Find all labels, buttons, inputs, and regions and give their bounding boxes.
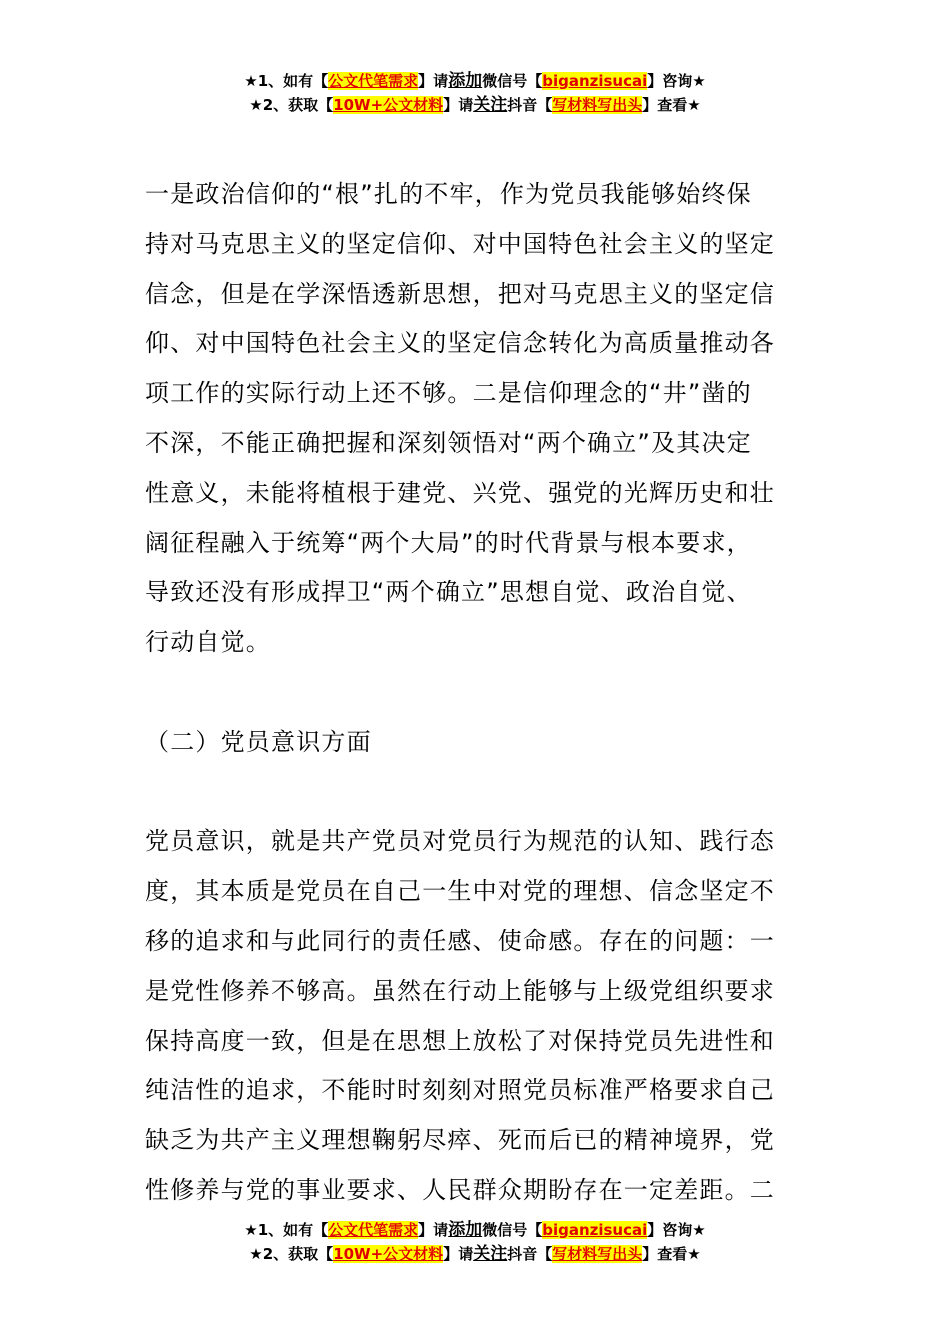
text-line: 信念，但是在学深悟透新思想，把对马克思主义的坚定信 <box>145 279 775 308</box>
underlined-text: 添加 <box>448 1220 483 1240</box>
text-line: 纯洁性的追求，不能时时刻刻对照党员标准严格要求自己 <box>145 1076 775 1105</box>
text-line: 仰、对中国特色社会主义的坚定信念转化为高质量推动各 <box>145 329 775 358</box>
banner-text: 抖音【 <box>507 1245 553 1263</box>
paragraph-2 <box>145 817 825 1215</box>
banner-text: ★2、获取【 <box>249 96 334 114</box>
douyin-id: 写材料写出头 <box>552 1245 643 1263</box>
text-line: 阔征程融入于统筹“两个大局”的时代背景与根本要求， <box>145 528 752 557</box>
underlined-text: 关注 <box>473 95 508 115</box>
text-line: 性意义，未能将植根于建党、兴党、强党的光辉历史和壮 <box>145 478 775 507</box>
header-banner <box>0 69 950 117</box>
text-line: 党员意识，就是共产党员对党员行为规范的认知、践行态 <box>145 827 775 856</box>
highlight-text: 公文代笔需求 <box>328 72 419 90</box>
document-body <box>145 170 825 1216</box>
underlined-text: 添加 <box>448 71 483 91</box>
text-line: 导致还没有形成捍卫“两个确立”思想自觉、政治自觉、 <box>145 578 752 607</box>
paragraph-1 <box>145 170 825 668</box>
banner-text: 】查看★ <box>642 1245 701 1263</box>
banner-text: 】咨询★ <box>647 72 706 90</box>
banner-text: ★2、获取【 <box>249 1245 334 1263</box>
underlined-text: 关注 <box>473 1244 508 1264</box>
banner-text: ★1、如有【 <box>244 72 329 90</box>
banner-text: 微信号【 <box>482 72 543 90</box>
text-line: 缺乏为共产主义理想鞠躬尽瘁、死而后已的精神境界，党 <box>145 1126 775 1155</box>
douyin-id: 写材料写出头 <box>552 96 643 114</box>
wechat-id: biganzisucai <box>542 72 648 90</box>
banner-text: 】请 <box>418 72 449 90</box>
text-line: 不深，不能正确把握和深刻领悟对“两个确立”及其决定 <box>145 428 752 457</box>
banner-line-1 <box>0 1218 950 1242</box>
banner-text: 】查看★ <box>642 96 701 114</box>
text-line: 项工作的实际行动上还不够。二是信仰理念的“井”凿的 <box>145 379 752 408</box>
banner-line-1 <box>0 69 950 93</box>
text-line: 度，其本质是党员在自己一生中对党的理想、信念坚定不 <box>145 877 775 906</box>
text-line: 行动自觉。 <box>145 628 271 657</box>
banner-text: ★1、如有【 <box>244 1221 329 1239</box>
text-line: 保持高度一致，但是在思想上放松了对保持党员先进性和 <box>145 1026 775 1055</box>
banner-text: 】咨询★ <box>647 1221 706 1239</box>
banner-line-2 <box>0 93 950 117</box>
wechat-id: biganzisucai <box>542 1221 648 1239</box>
footer-banner <box>0 1218 950 1266</box>
section-heading: （二）党员意识方面 <box>145 727 372 756</box>
highlight-text: 10W+公文材料 <box>333 96 444 114</box>
highlight-text: 公文代笔需求 <box>328 1221 419 1239</box>
text-line: 持对马克思主义的坚定信仰、对中国特色社会主义的坚定 <box>145 229 775 258</box>
banner-text: 微信号【 <box>482 1221 543 1239</box>
banner-text: 抖音【 <box>507 96 553 114</box>
banner-text: 】请 <box>443 1245 474 1263</box>
text-line: 性修养与党的事业要求、人民群众期盼存在一定差距。二 <box>145 1175 775 1204</box>
text-line: 一是政治信仰的“根”扎的不牢，作为党员我能够始终保 <box>145 180 752 208</box>
banner-text: 】请 <box>443 96 474 114</box>
text-line: 是党性修养不够高。虽然在行动上能够与上级党组织要求 <box>145 976 775 1005</box>
banner-text: 】请 <box>418 1221 449 1239</box>
highlight-text: 10W+公文材料 <box>333 1245 444 1263</box>
text-line: 移的追求和与此同行的责任感、使命感。存在的问题：一 <box>145 926 775 955</box>
banner-line-2 <box>0 1242 950 1266</box>
